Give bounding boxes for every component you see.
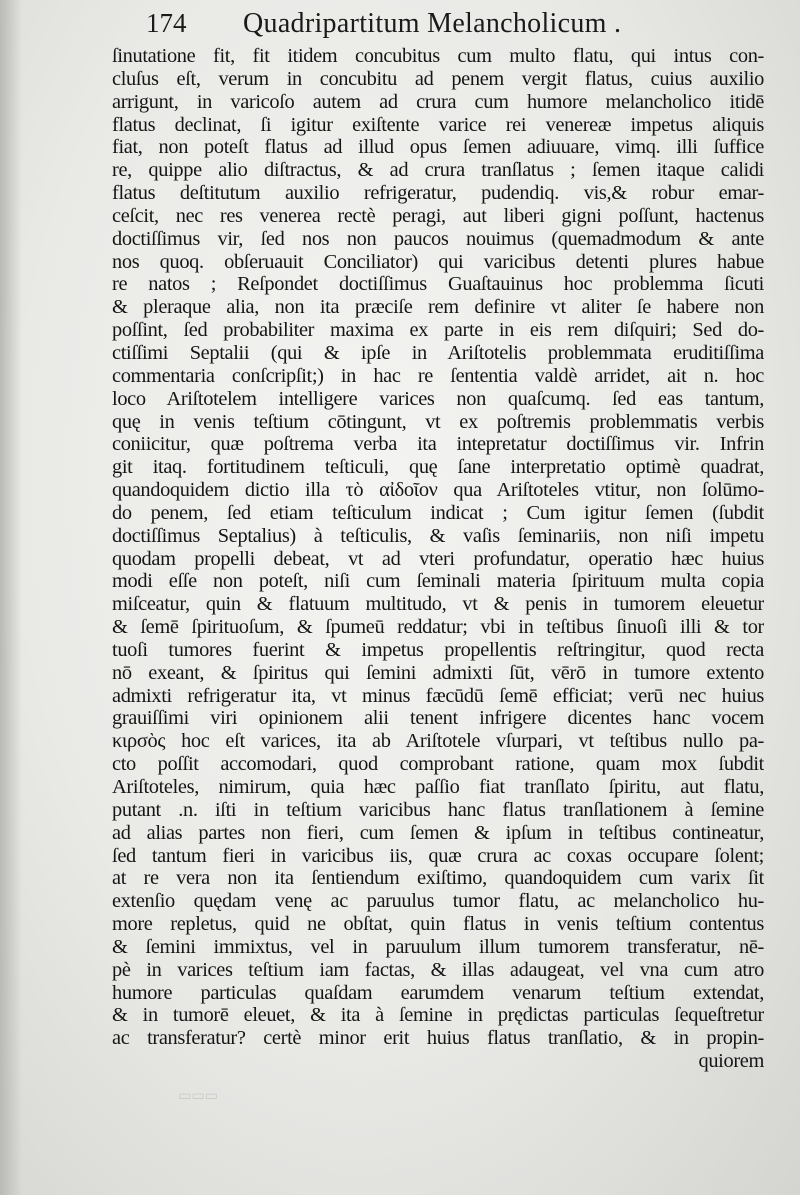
text-line: commentaria conſcripſit;) in hac re ſententia valdè arridet, ait n. hoc xyxy=(112,364,764,387)
text-line: modi eſſe non poteſt, niſi cum ſeminali materia ſpirituum multa copia xyxy=(112,570,764,593)
text-line: Ariſtoteles, nimirum, quia hæc paſſio fiat tranſlato ſpiritu, aut flatu, xyxy=(112,776,764,798)
text-line: more repletus, quid ne obſtat, quin flatus in venis teſtium contentus xyxy=(112,913,764,936)
text-line: arrigunt, in varicoſo autem ad crura cum humore melancholico itidē xyxy=(112,90,764,113)
text-line: ac transferatur? certè minor erit huius flatus tranſlatio, & in propin- xyxy=(112,1027,764,1050)
text-line: cluſus eſt, verum in concubitu ad penem vergit flatus, cuius auxilio xyxy=(112,67,764,90)
text-line: poſſint, ſed probabiliter maxima ex parte in eis rem diſquiri; Sed do- xyxy=(112,319,764,342)
text-line: do penem, ſed etiam teſticulum indicat ; Cum igitur ſemen (ſubdit xyxy=(112,501,764,524)
text-line: re, quippe alio diſtractus, & ad crura tranſlatus ; ſemen itaque calidi xyxy=(112,159,764,182)
body-text xyxy=(112,45,764,1073)
text-line: nō exeant, & ſpiritus qui ſemini admixti ſūt, vērō in tumore extento xyxy=(112,661,764,684)
text-line: ad alias partes non fieri, cum ſemen & ipſum in teſtibus contineatur, xyxy=(112,821,764,844)
text-line: cto poſſit accomodari, quod comprobant ratione, quam mox ſubdit xyxy=(112,753,764,776)
text-line: tuoſi tumores fuerint & impetus propellentis reſtringitur, quod recta xyxy=(112,638,764,661)
text-line: coniicitur, quæ poſtrema verba ita intepretatur doctiſſimus vir. Infrin xyxy=(112,433,764,456)
show-through-ink-mark: ▭▭▭ xyxy=(178,1089,218,1104)
page-header xyxy=(108,6,760,42)
running-title: Quadripartitum Melancholicum . xyxy=(243,8,622,39)
text-line: pè in varices teſtium iam factas, & illas adaugeat, vel vna cum atro xyxy=(112,958,764,981)
text-line: admixti refrigeratur ita, vt minus fæcūdū ſemē efficiat; verū nec huius xyxy=(112,684,764,707)
text-line: extenſio quędam venę ac paruulus tumor flatu, ac melancholico hu- xyxy=(112,890,764,913)
text-line: ſinutatione fit, fit itidem concubitus cum multo flatu, qui intus con- xyxy=(112,45,764,67)
text-line: quodam propelli debeat, vt ad vteri profundatur, operatio hæc huius xyxy=(112,547,764,570)
text-line: re natos ; Reſpondet doctiſſimus Guaſtauinus hoc problemma ſicuti xyxy=(112,273,764,296)
text-line: κιρσὸς hoc eſt varices, ita ab Ariſtotele vſurpari, vt teſtibus nullo pa- xyxy=(112,730,764,753)
text-line: doctiſſimus vir, ſed nos non paucos nouimus (quemadmodum & ante xyxy=(112,227,764,250)
text-line: grauiſſimi viri opinionem alii tenent infrigere dicentes hanc vocem xyxy=(112,707,764,730)
text-line: flatus declinat, ſi igitur exiſtente varice rei venereæ impetus aliquis xyxy=(112,113,764,136)
text-line: ctiſſimi Septalii (qui & ipſe in Ariſtotelis problemmata eruditiſſima xyxy=(112,341,764,364)
text-line: humore particulas quaſdam earumdem venarum teſtium extendat, xyxy=(112,981,764,1004)
text-line: fiat, non poteſt flatus ad illud opus ſemen adiuuare, vimq. illi ſuffice xyxy=(112,136,764,159)
text-line: quandoquidem dictio illa τὸ αἰδοῖον qua Ariſtoteles vtitur, non ſolūmo- xyxy=(112,479,764,502)
text-line: & ſemini immixtus, vel in paruulum illum tumorem transferatur, nē- xyxy=(112,935,764,958)
page-gutter-shadow xyxy=(0,0,22,1195)
text-line: nos quoq. obſeruauit Conciliator) qui varicibus detenti plures habue xyxy=(112,250,764,273)
text-line: flatus deſtitutum auxilio refrigeratur, pudendiq. vis,& robur emar- xyxy=(112,182,764,205)
text-line: putant .n. iſti in teſtium varicibus hanc flatus tranſlationem à ſemine xyxy=(112,798,764,821)
text-line: miſceatur, quin & flatuum multitudo, vt & penis in tumorem eleuetur xyxy=(112,593,764,616)
text-line: ſed tantum fieri in varicibus iis, quæ crura ac coxas occupare ſolent; xyxy=(112,844,764,867)
text-line: & ſemē ſpirituoſum, & ſpumeū reddatur; vbi in teſtibus ſinuoſi illi & tor xyxy=(112,616,764,639)
text-line: git itaq. fortitudinem teſticuli, quę ſane interpretatio optimè quadrat, xyxy=(112,456,764,479)
text-line: quę in venis teſtium cōtingunt, vt ex poſtremis problemmatis verbis xyxy=(112,410,764,433)
text-line: doctiſſimus Septalius) à teſticulis, & vaſis ſeminariis, non niſi impetu xyxy=(112,524,764,547)
text-line: loco Ariſtotelem intelligere varices non quaſcumq. ſed eas tantum, xyxy=(112,387,764,410)
text-line: & pleraque alia, non ita præciſe rem definire vt aliter ſe habere non xyxy=(112,296,764,319)
text-line: & in tumorē eleuet, & ita à ſemine in prędictas particulas ſequeſtretur xyxy=(112,1004,764,1027)
page-number: 174 xyxy=(146,8,187,38)
text-line: quiorem xyxy=(698,1050,764,1073)
text-line: at re vera non ita ſentiendum exiſtimo, quandoquidem cum varix ſit xyxy=(112,867,764,890)
text-line: ceſcit, nec res venerea rectè peragi, aut liberi gigni poſſunt, hactenus xyxy=(112,204,764,227)
